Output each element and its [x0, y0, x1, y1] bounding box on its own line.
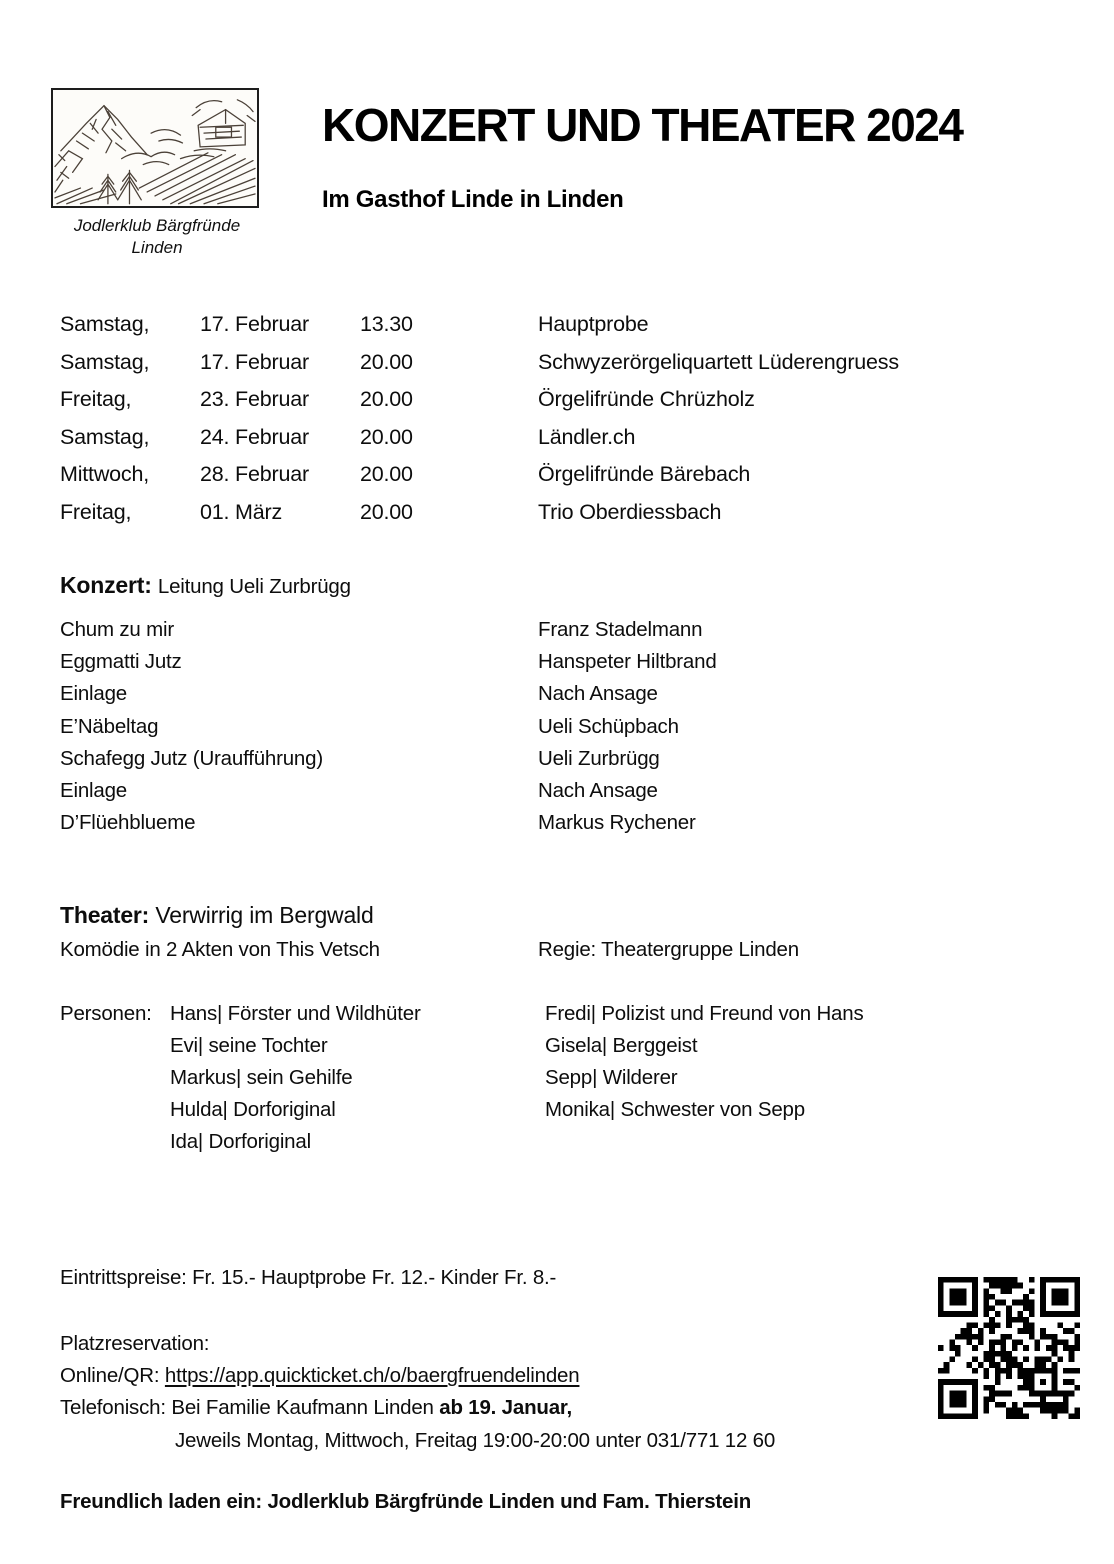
program-composer: Hanspeter Hiltbrand: [538, 650, 717, 674]
program-row: [60, 678, 1040, 710]
theater-heading: [60, 900, 1040, 930]
event-name: Hauptprobe: [538, 312, 649, 336]
event-time: 20.00: [360, 462, 413, 486]
program-composer: Nach Ansage: [538, 682, 658, 706]
program-piece: E’Näbeltag: [60, 714, 159, 738]
program-piece: Schafegg Jutz (Uraufführung): [60, 746, 323, 770]
program-piece: Eggmatti Jutz: [60, 650, 182, 674]
theater-subline: [60, 934, 1040, 966]
cast-columns: [170, 998, 1040, 1158]
program-row: [60, 807, 1040, 839]
program-row: [60, 775, 1040, 807]
online-line: [60, 1360, 775, 1392]
qr-code: [938, 1277, 1080, 1419]
event-row: [60, 456, 1040, 494]
event-name: Ländler.ch: [538, 424, 636, 449]
program-piece: Chum zu mir: [60, 618, 174, 641]
cast-column-right: [545, 998, 1040, 1158]
event-date: 23. Februar: [200, 387, 309, 411]
event-day: Samstag,: [60, 312, 150, 336]
online-prefix: Online/QR:: [60, 1364, 165, 1388]
event-row: [60, 306, 1040, 344]
konzert-section: [60, 570, 1040, 839]
theater-section: [60, 900, 1040, 1158]
event-row: [60, 344, 1040, 382]
konzert-heading-rest: Leitung Ueli Zurbrügg: [157, 575, 351, 598]
page-title: KONZERT UND THEATER 2024: [322, 99, 963, 151]
event-date: 01. März: [200, 499, 283, 524]
phone-bold: ab 19. Januar,: [439, 1396, 573, 1420]
prices-line: Eintrittspreise: Fr. 15.- Hauptprobe Fr. 12.- Kinder Fr. 8.-: [60, 1266, 557, 1289]
program-composer: Ueli Zurbrügg: [538, 746, 660, 770]
event-date: 28. Februar: [200, 462, 309, 486]
mountain-sketch-logo: [51, 88, 259, 208]
program-row: [60, 711, 1040, 743]
cast-column-left: [170, 998, 545, 1158]
cast-entry: Markus| sein Gehilfe: [170, 1066, 353, 1089]
program-composer: Ueli Schüpbach: [538, 714, 679, 738]
event-name: Trio Oberdiessbach: [538, 499, 722, 524]
mountain-sketch-icon: [53, 90, 257, 206]
event-date: 17. Februar: [200, 312, 309, 336]
phone-detail-line: Jeweils Montag, Mittwoch, Freitag 19:00-20:00 unter 031/771 12 60: [175, 1428, 776, 1452]
program-row: [60, 743, 1040, 775]
event-name: Örgelifründe Bärebach: [538, 462, 751, 486]
cast-entry: Gisela| Berggeist: [545, 1034, 698, 1057]
program-piece: Einlage: [60, 682, 127, 706]
event-row: [60, 381, 1040, 419]
cast-entry: Hans| Förster und Wildhüter: [170, 1002, 421, 1025]
program-composer: Franz Stadelmann: [538, 618, 703, 641]
event-time: 20.00: [360, 424, 413, 449]
events-table: [60, 306, 1040, 531]
cast-entry: Monika| Schwester von Sepp: [545, 1098, 805, 1121]
logo-caption-line1: Jodlerklub Bärgfründe: [73, 216, 241, 235]
program-composer: Markus Rychener: [538, 811, 696, 835]
event-day: Freitag,: [60, 499, 132, 524]
event-date: 17. Februar: [200, 349, 309, 374]
event-date: 24. Februar: [200, 424, 309, 449]
event-time: 13.30: [360, 312, 413, 336]
theater-regie-note: Regie: Theatergruppe Linden: [538, 938, 799, 961]
cast-entry: Ida| Dorforiginal: [170, 1130, 311, 1153]
program-row: [60, 646, 1040, 678]
phone-line: [60, 1392, 775, 1424]
cast-entry: Hulda| Dorforiginal: [170, 1098, 336, 1121]
cast-entry: Fredi| Polizist und Freund von Hans: [545, 1002, 864, 1025]
logo-caption: [51, 215, 263, 259]
reservation-block: [60, 1328, 775, 1457]
konzert-heading-label: Konzert:: [60, 572, 152, 598]
event-row: [60, 419, 1040, 457]
cast-entry: Evi| seine Tochter: [170, 1034, 328, 1057]
personen-label: Personen:: [60, 1002, 152, 1025]
phone-prefix: Telefonisch: Bei Familie Kaufmann Linden: [60, 1396, 440, 1420]
program-row: [60, 614, 1040, 646]
event-time: 20.00: [360, 387, 413, 411]
program-piece: D’Flüehblueme: [60, 811, 196, 835]
event-name: Örgelifründe Chrüzholz: [538, 387, 755, 411]
event-name: Schwyzerörgeliquartett Lüderengruess: [538, 349, 899, 374]
event-day: Mittwoch,: [60, 462, 149, 486]
theater-heading-rest: Verwirrig im Bergwald: [155, 902, 374, 928]
club-logo: [51, 88, 263, 259]
reservation-label: Platzreservation:: [60, 1332, 210, 1355]
event-day: Samstag,: [60, 349, 150, 374]
invite-line: Freundlich laden ein: Jodlerklub Bärgfründe Linden und Fam. Thierstein: [60, 1490, 752, 1513]
program-composer: Nach Ansage: [538, 779, 658, 803]
event-row: [60, 494, 1040, 532]
konzert-heading: [60, 570, 1040, 602]
event-day: Freitag,: [60, 387, 132, 411]
theater-comedy-note: Komödie in 2 Akten von This Vetsch: [60, 938, 380, 961]
cast-entry: Sepp| Wilderer: [545, 1066, 678, 1089]
theater-heading-label: Theater:: [60, 902, 150, 928]
page-subtitle: Im Gasthof Linde in Linden: [322, 186, 624, 213]
konzert-program: [60, 614, 1040, 839]
event-time: 20.00: [360, 349, 413, 374]
ticket-link[interactable]: https://app.quickticket.ch/o/baergfruendelinden: [164, 1364, 580, 1388]
program-piece: Einlage: [60, 779, 127, 803]
event-day: Samstag,: [60, 424, 150, 449]
cast-block: [60, 998, 1040, 1158]
event-time: 20.00: [360, 499, 413, 524]
logo-caption-line2: Linden: [131, 238, 183, 257]
